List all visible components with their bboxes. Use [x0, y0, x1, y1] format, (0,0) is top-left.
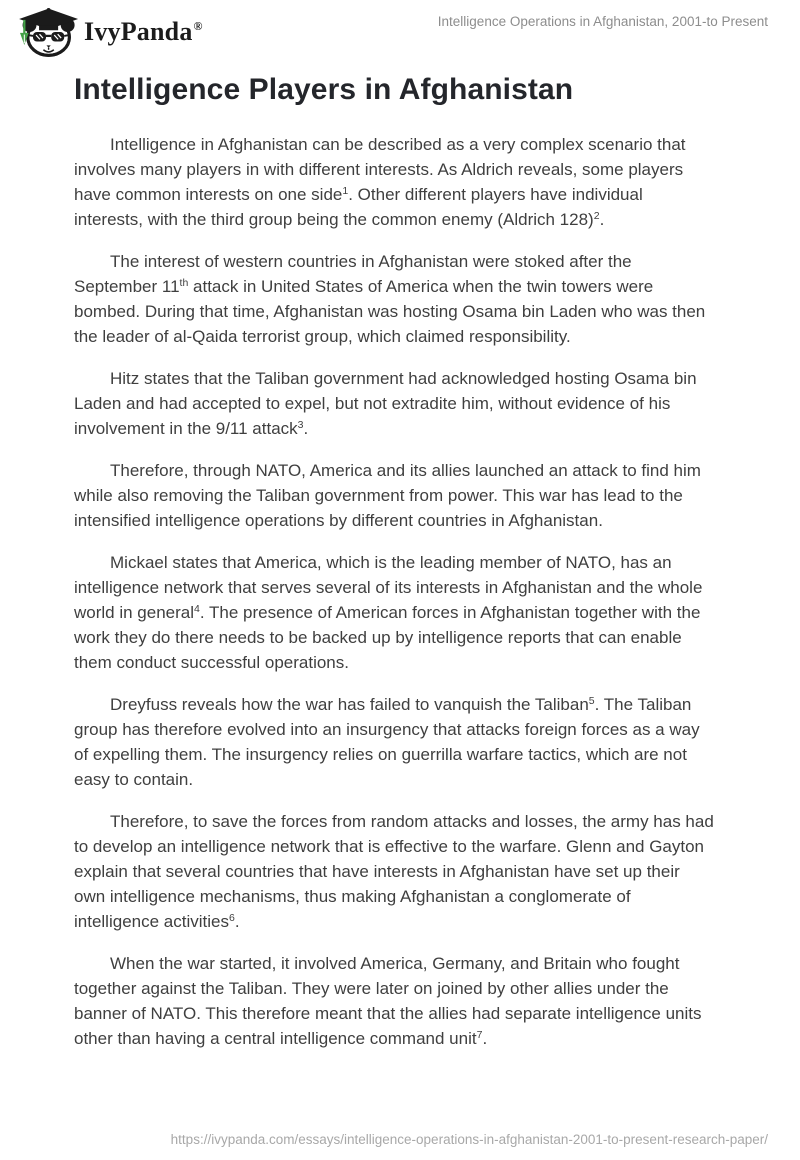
registered-mark: ® — [193, 19, 203, 33]
paragraph: Therefore, to save the forces from random attacks and losses, the army has had to develop an intelligence network that is effective to the warfare. Glenn and Gayton explain that several countries that have interests in Afghanistan have set up their own intelligence mechanisms, thus making Afghanistan a conglomerate of intelligence activities$^6$. — [74, 812, 714, 931]
footnote-ref: 4 — [194, 603, 200, 615]
article — [74, 72, 714, 1068]
footnote-ref: th — [179, 277, 189, 289]
brand-name — [84, 17, 202, 47]
footnote-ref: 7 — [476, 1029, 483, 1041]
paragraph: Mickael states that America, which is the leading member of NATO, has an intelligence network that serves several of its interests in Afghanistan and the whole world in general$^4$. The presence of American forces in Afghanistan together with the work they do there needs to be backed up by intelligence reports that can enable them conduct successful operations. — [74, 553, 703, 672]
graduation-cap-button — [47, 8, 51, 12]
brand — [13, 6, 202, 58]
paragraph: Therefore, through NATO, America and its allies launched an attack to find him while also removing the Taliban government from power. This war has lead to the intensified intelligence operations by different countries in Afghanistan. — [74, 461, 701, 530]
footnote-ref: 1 — [342, 185, 349, 197]
paragraph: Dreyfuss reveals how the war has failed to vanquish the Taliban$^5$. The Taliban group has therefore evolved into an insurgency that attacks foreign forces as a way of expelling them. The insurgency relies on guerrilla warfare tactics, which are not easy to contain. — [74, 695, 700, 789]
footnote-ref: 2 — [593, 210, 600, 222]
graduation-cap-band — [39, 25, 58, 30]
header — [0, 0, 800, 66]
brand-text: IvyPanda — [84, 17, 193, 46]
glasses-left-lens — [33, 32, 46, 42]
source-url: https://ivypanda.com/essays/intelligence-operations-in-afghanistan-2001-to-present-research-paper/ — [170, 1132, 768, 1147]
document-title: Intelligence Operations in Afghanistan, 2001-to Present — [437, 14, 768, 29]
glasses-right-lens — [51, 32, 64, 42]
panda-graduate-icon — [13, 6, 79, 58]
footnote-ref: 5 — [588, 695, 595, 707]
footnote-ref: 6 — [228, 912, 235, 924]
paragraph: Intelligence in Afghanistan can be described as a very complex scenario that involves many players in with different interests. As Aldrich reveals, some players have common interests on one side$^1$. Other different players have individual interests, with the third group being the common enemy (Aldrich 128)$^2$. — [74, 135, 686, 229]
page-title: Intelligence Players in Afghanistan — [74, 73, 574, 106]
paragraph: When the war started, it involved America, Germany, and Britain who fought together against the Taliban. They were later on joined by other allies under the banner of NATO. This therefore meant that the allies had separate intelligence units other than having a central intelligence command unit$^7$. — [74, 954, 702, 1048]
paragraph: The interest of western countries in Afghanistan were stoked after the September 11th attack in United States of America when the twin towers were bombed. During that time, Afghanistan was hosting Osama bin Laden who was then the leader of al-Qaida terrorist group, which claimed responsibility. — [74, 252, 706, 346]
footnote-ref: 3 — [297, 419, 304, 431]
paragraphs-container — [74, 132, 714, 1051]
paragraph: Hitz states that the Taliban government had acknowledged hosting Osama bin Laden and had accepted to expel, but not extradite him, without evidence of his involvement in the 9/11 attack$^3$. — [74, 369, 697, 438]
